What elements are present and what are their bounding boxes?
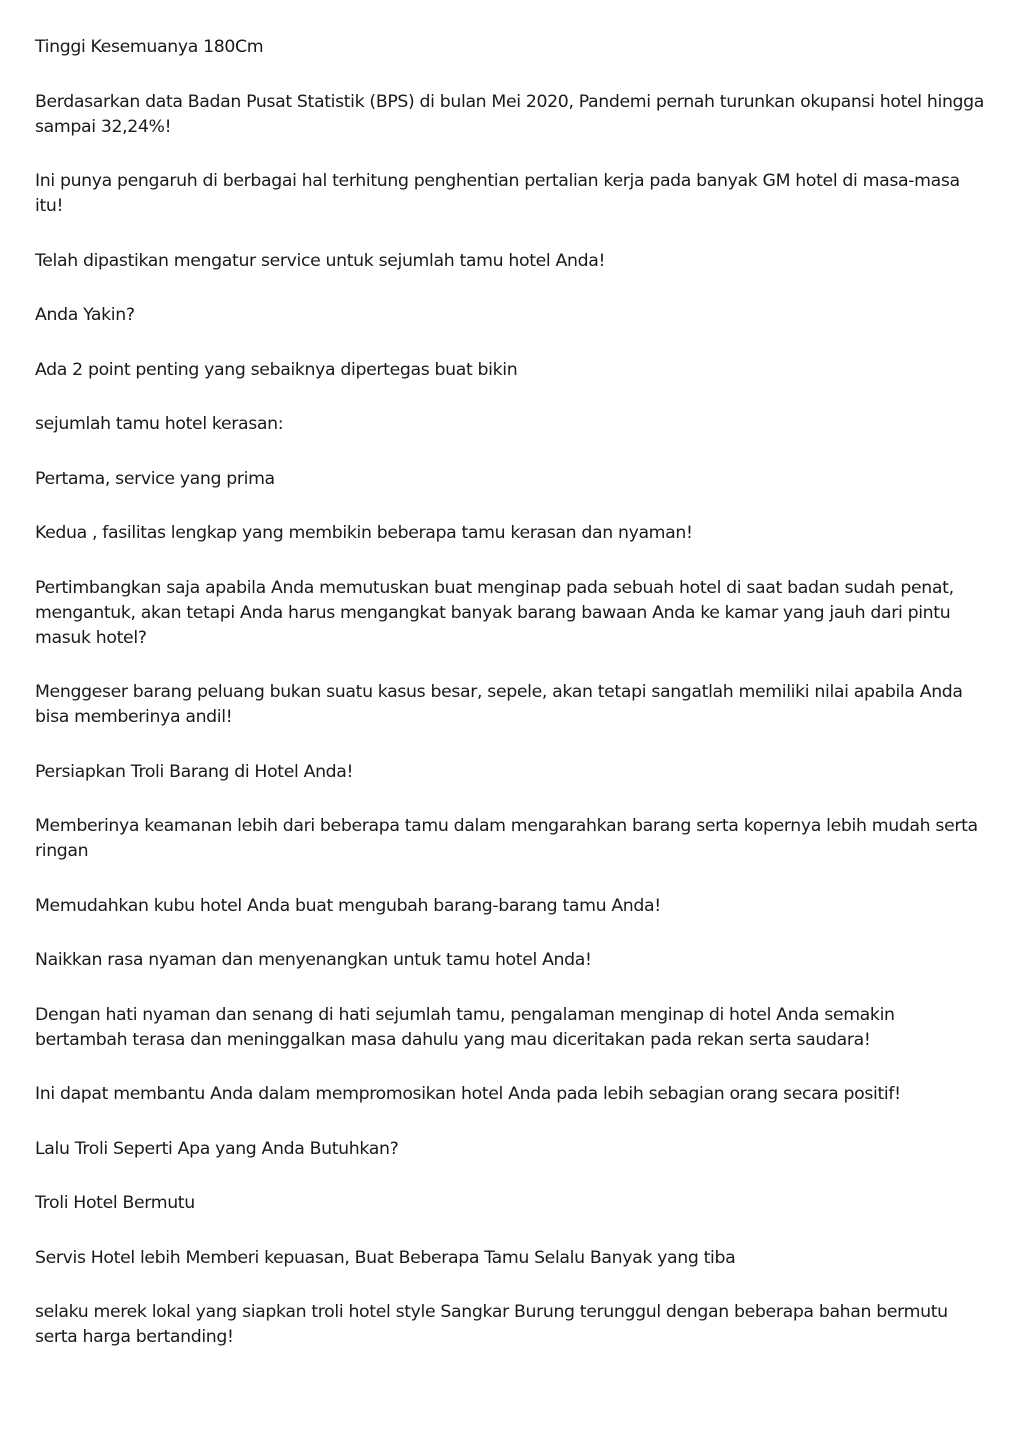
paragraph: Ini dapat membantu Anda dalam mempromosikan hotel Anda pada lebih sebagian orang secara positif! bbox=[35, 1084, 901, 1104]
paragraph: selaku merek lokal yang siapkan troli hotel style Sangkar Burung terunggul dengan beberapa bahan bermutu serta harga bertanding! bbox=[35, 1302, 948, 1347]
paragraph: Berdasarkan data Badan Pusat Statistik (BPS) di bulan Mei 2020, Pandemi pernah turunkan okupansi hotel hingga sampai 32,24%! bbox=[35, 91, 985, 137]
paragraph: Troli Hotel Bermutu bbox=[35, 1193, 195, 1213]
paragraph: Tinggi Kesemuanya 180Cm bbox=[35, 37, 264, 57]
paragraph: Servis Hotel lebih Memberi kepuasan, Buat Beberapa Tamu Selalu Banyak yang tiba bbox=[35, 1247, 736, 1268]
paragraph: Memudahkan kubu hotel Anda buat mengubah barang-barang tamu Anda! bbox=[35, 895, 661, 916]
paragraph: Menggeser barang peluang bukan suatu kasus besar, sepele, akan tetapi sangatlah memiliki nilai apabila Anda bisa memberinya andil! bbox=[35, 682, 963, 727]
paragraph: Kedua , fasilitas lengkap yang membikin beberapa tamu kerasan dan nyaman! bbox=[35, 523, 693, 543]
paragraph: Anda Yakin? bbox=[35, 305, 135, 325]
paragraph: Pertama, service yang prima bbox=[35, 468, 275, 489]
paragraph: sejumlah tamu hotel kerasan: bbox=[35, 414, 284, 434]
paragraph: Telah dipastikan mengatur service untuk sejumlah tamu hotel Anda! bbox=[35, 250, 606, 271]
paragraph: Naikkan rasa nyaman dan menyenangkan untuk tamu hotel Anda! bbox=[35, 950, 592, 970]
paragraph: Ini punya pengaruh di berbagai hal terhitung penghentian pertalian kerja pada banyak GM hotel di masa-masa itu! bbox=[35, 171, 960, 216]
paragraph: Dengan hati nyaman dan senang di hati sejumlah tamu, pengalaman menginap di hotel Anda semakin bertambah terasa dan meninggalkan masa dahulu yang mau diceritakan pada rekan serta saudara! bbox=[35, 1004, 895, 1050]
paragraph: Persiapkan Troli Barang di Hotel Anda! bbox=[35, 761, 354, 782]
paragraph: Memberinya keamanan lebih dari beberapa tamu dalam mengarahkan barang serta kopernya lebih mudah serta ringan bbox=[35, 816, 978, 861]
paragraph: Pertimbangkan saja apabila Anda memutuskan buat menginap pada sebuah hotel di saat badan sudah penat, mengantuk, akan tetapi Anda harus mengangkat banyak barang bawaan Anda ke kamar yang jauh dari pintu masuk hotel? bbox=[35, 577, 954, 648]
paragraph: Ada 2 point penting yang sebaiknya dipertegas buat bikin bbox=[35, 359, 518, 380]
document-body bbox=[35, 35, 990, 1380]
paragraph: Lalu Troli Seperti Apa yang Anda Butuhkan? bbox=[35, 1138, 399, 1159]
